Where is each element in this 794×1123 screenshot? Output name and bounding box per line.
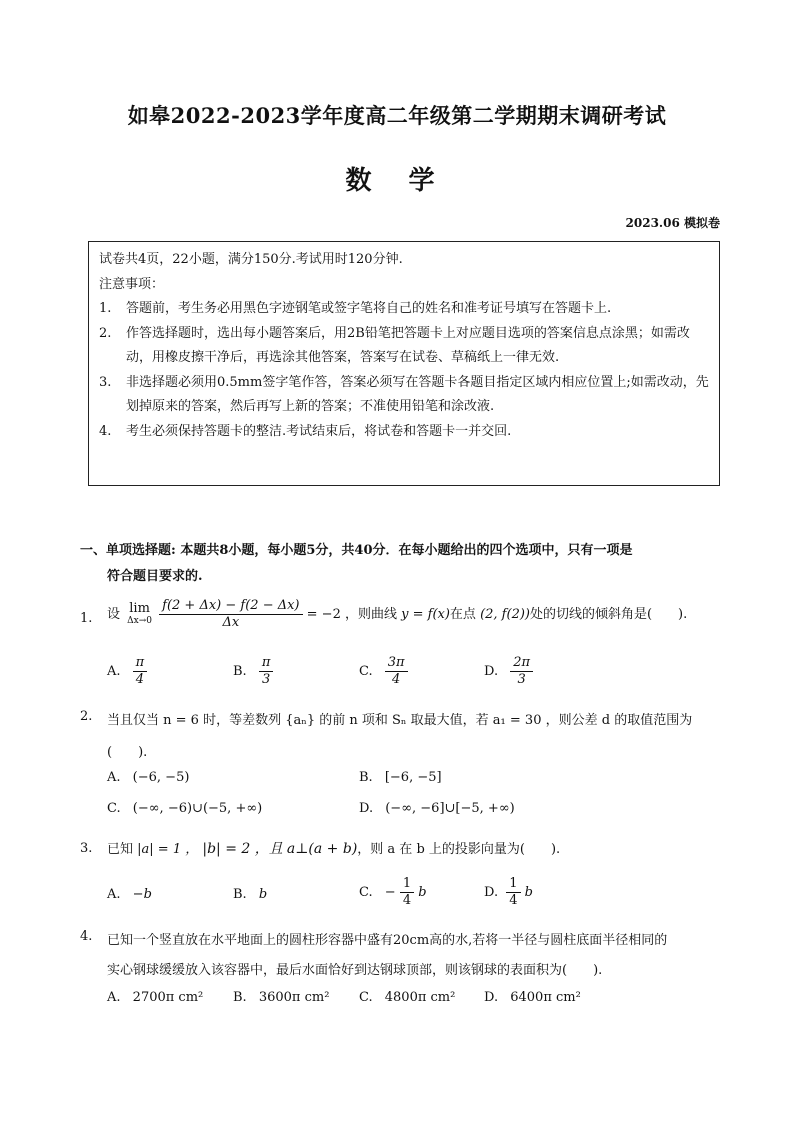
option-a — [107, 655, 147, 688]
question-3-stem — [107, 838, 560, 858]
option-label: B. — [233, 887, 247, 902]
subject-title: 数 学 — [345, 166, 449, 196]
notice-heading: 注意事项： — [99, 276, 165, 292]
limit-expression — [127, 600, 152, 627]
fraction-numerator: f(2 + Δx) − f(2 − Δx) — [159, 598, 302, 615]
option-a — [107, 990, 203, 1005]
option-label: D. — [484, 885, 499, 900]
option-label: A. — [107, 770, 121, 785]
q3-post: ，则 a 在 b 上的投影向量为( ). — [357, 842, 561, 857]
option-a — [107, 770, 189, 785]
option-c — [359, 876, 427, 909]
notice-item — [99, 322, 709, 371]
option-label: C. — [359, 664, 373, 679]
section-heading-line2: 符合题目要求的. — [107, 569, 203, 584]
notice-item-number: 2. — [99, 325, 112, 341]
option-label: D. — [484, 990, 499, 1005]
curve-equation: y = f(x) — [401, 607, 450, 622]
notice-item-text: 考生必须保持答题卡的整洁.考试结束后，将试卷和答题卡一并交回. — [126, 423, 512, 439]
notice-item — [99, 420, 709, 445]
fraction-denominator: 4 — [135, 672, 145, 687]
option-b — [233, 990, 329, 1005]
section-heading — [80, 538, 720, 590]
notice-item — [99, 371, 709, 420]
limit-word: lim — [129, 600, 150, 616]
option-vector: b — [524, 885, 533, 900]
notice-item-text: 非选择题必须用0.5mm签字笔作答，答案必须写在答题卡各题目指定区域内相应位置上;如需改动，先划掉原来的答案，然后再写上新的答案；不准使用铅笔和涂改液. — [126, 374, 709, 414]
option-label: C. — [107, 801, 121, 816]
question-number: 2. — [80, 709, 93, 724]
option-label: A. — [107, 990, 121, 1005]
difference-quotient — [159, 598, 302, 631]
fraction-denominator: 4 — [509, 893, 518, 908]
option-sign: − — [384, 885, 396, 900]
option-fraction — [400, 876, 414, 909]
option-d — [359, 801, 515, 816]
option-label: C. — [359, 885, 373, 900]
notice-box — [88, 241, 720, 486]
question-number: 4. — [80, 929, 93, 944]
question-number: 3. — [80, 841, 93, 856]
option-label: D. — [359, 801, 374, 816]
fraction-denominator: 4 — [392, 672, 401, 687]
notice-item — [99, 297, 709, 322]
fraction-numerator: 3π — [385, 655, 408, 672]
option-label: A. — [107, 887, 121, 902]
q1-mid: = −2 ，则曲线 — [306, 607, 397, 622]
notice-item-text: 答题前，考生务必用黑色字迹钢笔或签字笔将自己的姓名和准考证号填写在答题卡上. — [126, 301, 612, 316]
option-label: B. — [233, 664, 247, 679]
option-text: (−∞, −6]∪[−5, +∞) — [385, 801, 515, 816]
option-text: [−6, −5] — [384, 770, 442, 785]
option-label: B. — [359, 770, 373, 785]
section-heading-line1: 一、单项选择题: 本题共8小题，每小题5分，共40分．在每小题给出的四个选项中，只有一项是 — [80, 543, 633, 558]
option-vector: b — [418, 885, 427, 900]
option-fraction — [259, 655, 274, 688]
option-d — [484, 990, 581, 1005]
option-a — [107, 887, 152, 902]
option-fraction — [385, 655, 408, 688]
option-b — [359, 770, 442, 785]
option-text: 2700π cm² — [132, 990, 204, 1005]
limit-subscript: Δx→0 — [127, 615, 152, 626]
option-c — [359, 655, 408, 688]
fraction-denominator: 4 — [402, 893, 412, 908]
option-text: 4800π cm² — [384, 990, 456, 1005]
q3-pre: 已知 — [107, 842, 134, 857]
q1-pre: 设 — [107, 607, 121, 622]
question-1-stem — [107, 598, 687, 631]
option-label: A. — [107, 664, 121, 679]
notice-item-number: 4. — [99, 423, 112, 439]
option-fraction — [510, 655, 533, 688]
option-text: 6400π cm² — [510, 990, 581, 1005]
option-b — [233, 887, 267, 902]
option-c — [107, 801, 262, 816]
q1-at: 在点 — [449, 607, 476, 622]
fraction-numerator: π — [259, 655, 274, 672]
exam-title: 如皋2022-2023学年度高二年级第二学期期末调研考试 — [127, 103, 667, 128]
option-fraction — [506, 876, 520, 909]
q1-post: 处的切线的倾斜角是( ). — [529, 607, 688, 622]
question-number: 1. — [80, 611, 93, 626]
option-c — [359, 990, 455, 1005]
fraction-denominator: 3 — [517, 672, 526, 687]
fraction-denominator: 3 — [261, 672, 271, 687]
option-fraction — [133, 655, 148, 688]
condition-perpendicular: a⊥(a + b) — [286, 841, 358, 857]
question-4-line1: 已知一个竖直放在水平地面上的圆柱形容器中盛有20cm高的水,若将一半径与圆柱底面半径相同的 — [107, 933, 668, 948]
tangent-point: (2, f(2)) — [480, 607, 530, 622]
notice-item-number: 3. — [99, 374, 112, 390]
option-d — [484, 876, 533, 909]
option-label: D. — [484, 664, 499, 679]
notice-intro: 试卷共4页，22小题，满分150分.考试用时120分钟. — [99, 252, 403, 267]
question-4-line2: 实心钢球缓缓放入该容器中，最后水面恰好到达钢球顶部，则该钢球的表面积为( ). — [107, 963, 603, 978]
question-2-line2: ( ). — [107, 745, 148, 760]
condition-norm-b: |b| = 2 ，且 — [202, 841, 283, 857]
option-label: C. — [359, 990, 373, 1005]
fraction-numerator: π — [133, 655, 148, 672]
option-text: −b — [132, 887, 152, 902]
option-b — [233, 655, 273, 688]
notice-item-number: 1. — [99, 301, 112, 316]
option-label: B. — [233, 990, 247, 1005]
fraction-numerator: 2π — [510, 655, 533, 672]
fraction-numerator: 1 — [506, 876, 520, 893]
fraction-denominator: Δx — [222, 615, 240, 630]
notice-item-text: 作答选择题时，选出每小题答案后，用2B铅笔把答题卡上对应题目选项的答案信息点涂黑；如需改动，用橡皮擦干净后，再选涂其他答案，答案写在试卷、草稿纸上一律无效. — [126, 325, 690, 365]
question-2-line1: 当且仅当 n = 6 时，等差数列 {aₙ} 的前 n 项和 Sₙ 取最大值，若 a₁ = 30 ，则公差 d 的取值范围为 — [107, 713, 693, 728]
option-text: 3600π cm² — [258, 990, 330, 1005]
option-text: b — [258, 887, 268, 902]
date-tag: 2023.06 模拟卷 — [625, 216, 720, 230]
option-text: (−∞, −6)∪(−5, +∞) — [132, 801, 263, 816]
fraction-numerator: 1 — [400, 876, 414, 893]
option-d — [484, 655, 533, 688]
condition-norm-a: |a| = 1 ， — [137, 842, 199, 857]
option-text: (−6, −5) — [132, 770, 190, 785]
